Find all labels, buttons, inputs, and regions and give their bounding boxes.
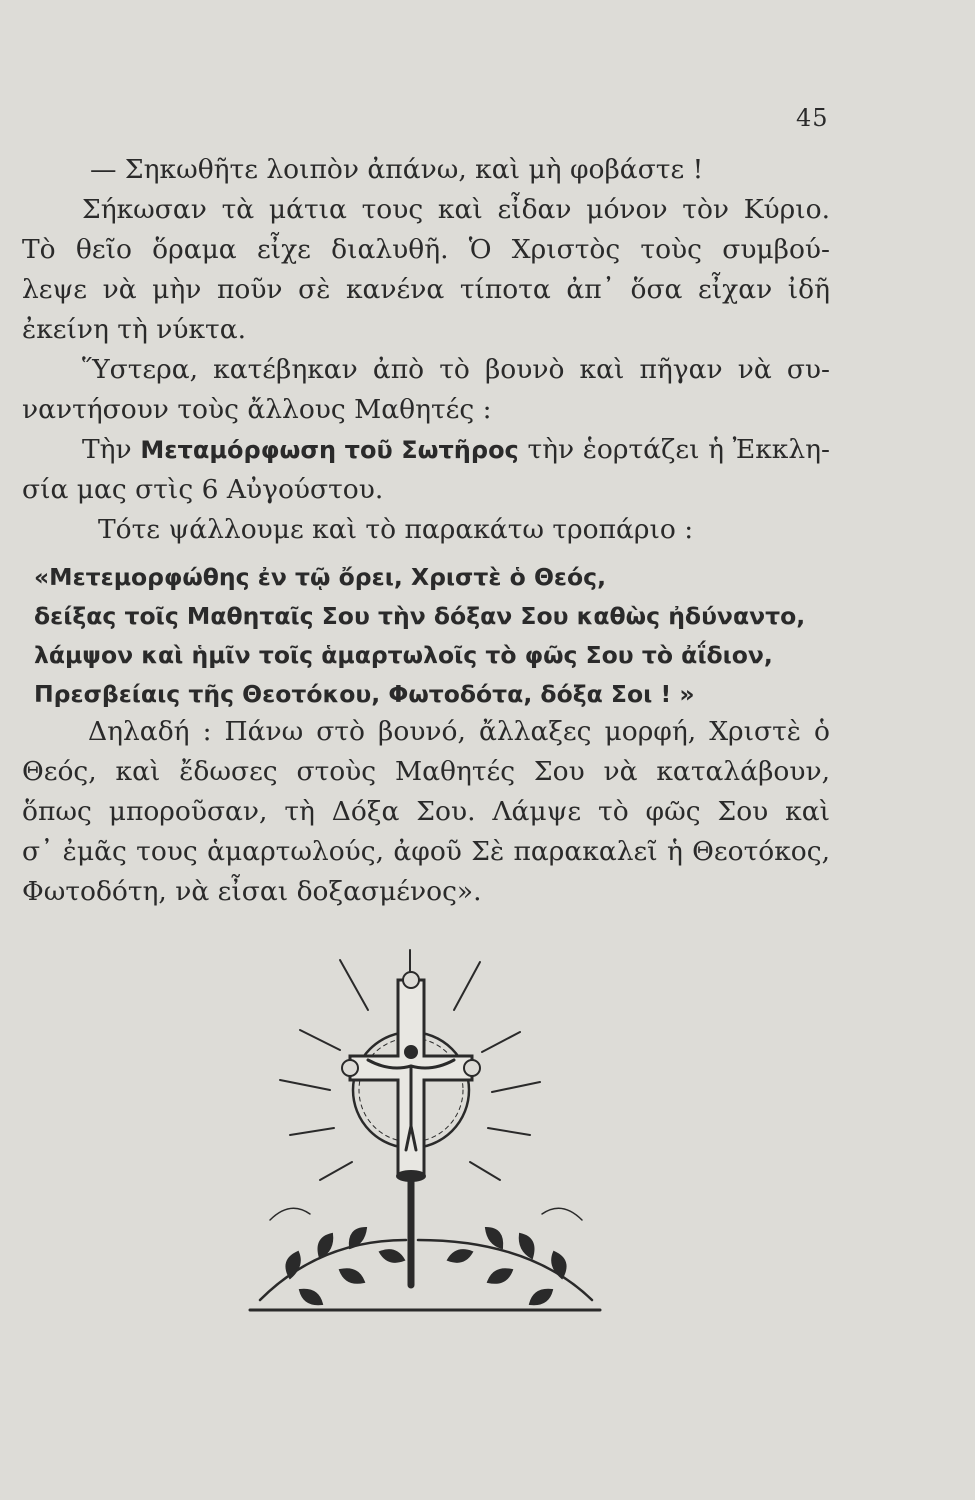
body-text-bottom: [22, 712, 830, 912]
text-line: — Σηκωθῆτε λοιπὸν ἀπάνω, καὶ μὴ φοβάστε !: [90, 154, 704, 185]
text-line: ἐκείνη τὴ νύκτα.: [22, 314, 247, 345]
text-line: Ὕστερα, κατέβηκαν ἀπὸ τὸ βουνὸ καὶ πῆγαν νὰ συ-: [82, 354, 830, 385]
page-number: 45: [796, 104, 829, 132]
text-line: Δηλαδή : Πάνω στὸ βουνό, ἄλλαξες μορφή, Χριστὲ ὁ: [88, 716, 830, 747]
text-line: Φωτοδότη, νὰ εἶσαι δοξασμένος».: [22, 876, 482, 907]
text-line: ὅπως μποροῦσαν, τὴ Δόξα Σου. Λάμψε τὸ φῶς Σου καὶ: [22, 796, 830, 827]
feast-name-bold: Μεταμόρφωση τοῦ Σωτῆρος: [140, 436, 519, 464]
text-line: Θεός, καὶ ἔδωσες στοὺς Μαθητές Σου νὰ καταλάβουν,: [22, 756, 830, 787]
text-line: [22, 430, 830, 470]
text-suffix: τὴν ἑορτάζει ἡ Ἐκκλη-: [527, 434, 830, 465]
text-line: Τὸ θεῖο ὅραμα εἶχε διαλυθῆ. Ὁ Χριστὸς τοὺς συμβού-: [22, 234, 830, 265]
troparion-hymn: [22, 558, 830, 714]
text-line: σ᾿ ἐμᾶς τους ἁμαρτωλούς, ἀφοῦ Σὲ παρακαλεῖ ἡ Θεοτόκος,: [22, 836, 830, 867]
text-line: ναντήσουν τοὺς ἄλλους Μαθητές :: [22, 394, 492, 425]
text-line: Τότε ψάλλουμε καὶ τὸ παρακάτω τροπάριο :: [98, 514, 694, 545]
hymn-line: Πρεσβείαις τῆς Θεοτόκου, Φωτοδότα, δόξα Σοι ! »: [34, 680, 695, 708]
hymn-line: λάμψον καὶ ἡμῖν τοῖς ἁμαρτωλοῖς τὸ φῶς Σου τὸ ἀΐδιον,: [34, 641, 773, 669]
cross-with-olive-branches-icon: [240, 940, 620, 1380]
text-line: λεψε νὰ μὴν ποῦν σὲ κανένα τίποτα ἀπ᾿ ὅσα εἶχαν ἰδῆ: [22, 274, 830, 305]
text-line: Σήκωσαν τὰ μάτια τους καὶ εἶδαν μόνον τὸν Κύριο.: [82, 194, 830, 225]
hymn-line: δείξας τοῖς Μαθηταῖς Σου τὴν δόξαν Σου καθὼς ἠδύναντο,: [34, 602, 806, 630]
text-line: σία μας στὶς 6 Αὐγούστου.: [22, 474, 384, 505]
body-text-top: [22, 150, 830, 550]
text-prefix: Τὴν: [82, 434, 132, 465]
hymn-line: «Μετεμορφώθης ἐν τῷ ὄρει, Χριστὲ ὁ Θεός,: [34, 563, 607, 591]
